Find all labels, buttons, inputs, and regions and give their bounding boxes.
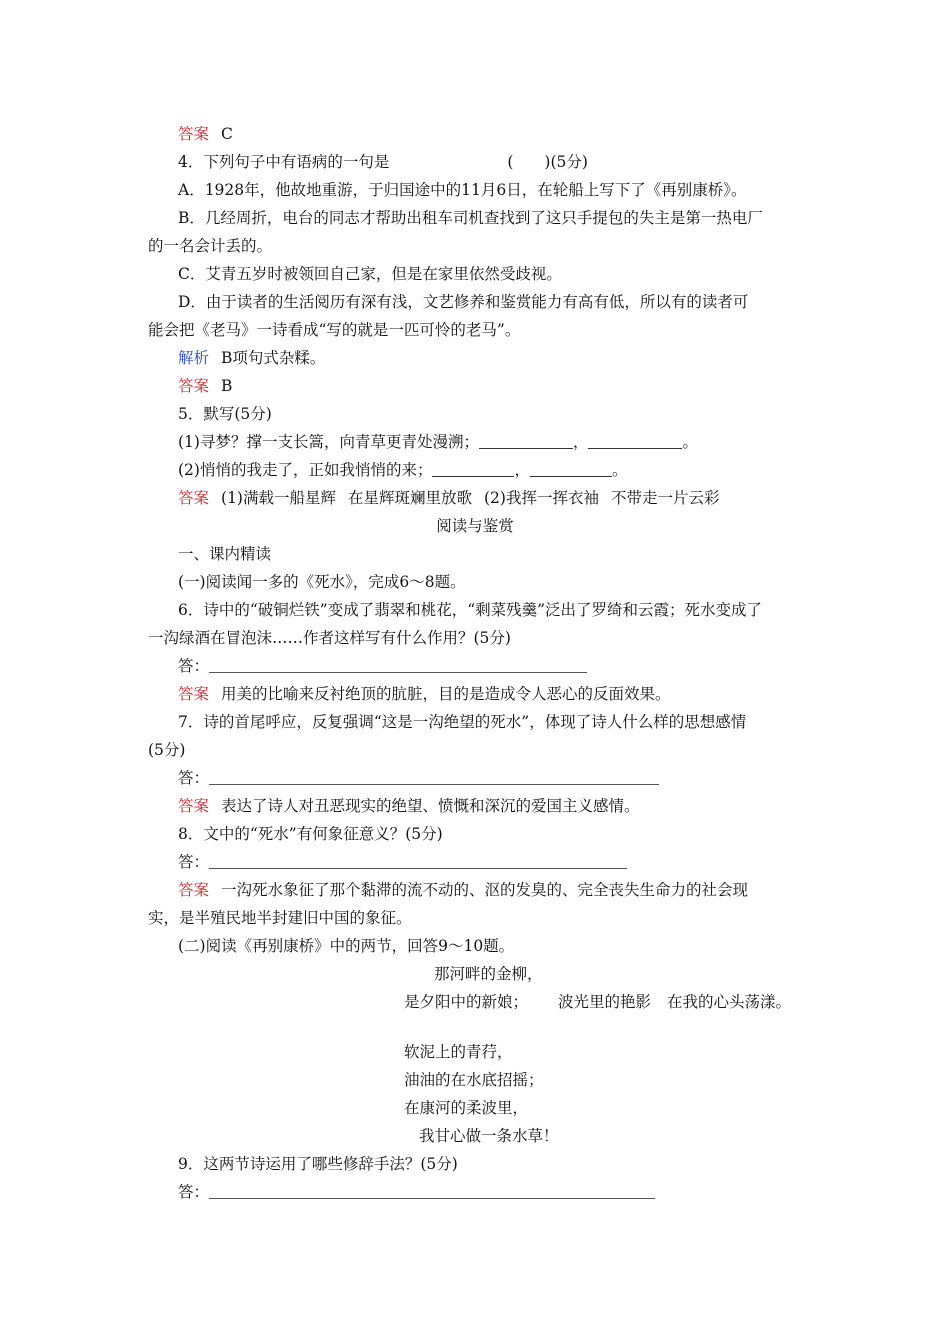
answer-rule [209,660,587,673]
answer-part: (1)满载一船星辉 [221,489,336,507]
poem-phrase: 波光里的艳影 [558,993,652,1011]
question-5-stem: 5．默写(5分) [178,405,272,423]
separator: ， [514,461,530,479]
answer-7 [178,796,640,816]
part-heading: 一、课内精读 [178,545,272,563]
option-c: C．艾青五岁时被领回自己家，但是在家里依然受歧视。 [178,265,562,283]
question-4-stem [178,152,588,172]
answer-6 [178,684,671,704]
poem-line-3: 软泥上的青荇， [404,1043,513,1061]
answer-part: (2)我挥一挥衣袖 [484,489,599,507]
option-b-line-1: B．几经周折，电台的同志才帮助出租车司机查找到了这只手提包的失主是第一热电厂 [178,209,763,227]
answer-label: 答案 [178,489,210,507]
option-a: A．1928年，他故地重游，于归国途中的11月6日，在轮船上写下了《再别康桥》。 [178,181,747,199]
answer-prompt: 答： [178,853,210,871]
answer-8-line-1 [178,880,748,900]
answer-line-7 [178,768,659,788]
section-title: 阅读与鉴赏 [436,517,514,535]
answer-3 [178,124,233,144]
fill-blank [588,434,682,449]
option-d-line-2: 能会把《老马》一诗看成“写的就是一匹可怜的老马”。 [148,321,521,339]
answer-rule [209,856,627,869]
question-text: 4．下列句子中有语病的一句是 [178,153,390,171]
analysis-text: B项句式杂糅。 [221,349,326,367]
poem-line-6: 我甘心做一条水草！ [419,1127,559,1145]
option-d-line-1: D．由于读者的生活阅历有深有浅，文艺修养和鉴赏能力有高有低，所以有的读者可 [178,293,749,311]
answer-5 [178,488,719,508]
answer-text: 一沟死水象征了那个黏滞的流不动的、沤的发臭的、完全丧失生命力的社会现 [221,881,749,899]
poem-line-4: 油油的在水底招摇； [404,1071,544,1089]
answer-prompt: 答： [178,657,210,675]
answer-label: 答案 [178,125,210,143]
answer-8-line-2: 实，是半殖民地半封建旧中国的象征。 [148,909,412,927]
answer-prompt: 答： [178,769,210,787]
answer-label: 答案 [178,881,210,899]
answer-line-6 [178,656,587,676]
question-text: (2)悄悄的我走了，正如我悄悄的来； [178,461,433,479]
analysis-label: 解析 [178,349,210,367]
answer-value: C [221,125,233,143]
answer-line-8 [178,852,627,872]
sub-heading-2: (二)阅读《再别康桥》中的两节，回答9～10题。 [178,937,515,955]
answer-bracket: ( )(5分) [507,153,588,171]
question-7-line-1: 7．诗的首尾呼应，反复强调“这是一沟绝望的死水”，体现了诗人什么样的思想感情 [178,713,747,731]
fill-blank [479,434,573,449]
question-6-line-2: 一沟绿酒在冒泡沫……作者这样写有什么作用？(5分) [148,629,511,647]
poem-phrase: 是夕阳中的新娘； [404,993,529,1011]
question-8-stem: 8．文中的“死水”有何象征意义？(5分) [178,825,443,843]
period: 。 [611,461,628,479]
answer-value: B [221,377,233,395]
fill-blank [530,462,612,477]
question-5-2 [178,460,628,480]
poem-line-5: 在康河的柔波里， [404,1099,529,1117]
answer-part: 在星辉斑斓里放歌 [347,489,472,507]
question-7-line-2: (5分) [148,741,186,759]
question-5-1 [178,432,698,452]
answer-prompt: 答： [178,1183,210,1201]
poem-phrase: 在我的心头荡漾。 [667,993,792,1011]
period: 。 [682,433,698,451]
question-9-stem: 9．这两节诗运用了哪些修辞手法？(5分) [178,1155,458,1173]
answer-label: 答案 [178,797,210,815]
separator: ， [572,433,589,451]
answer-text: 用美的比喻来反衬绝顶的肮脏，目的是造成令人恶心的反面效果。 [221,685,671,703]
answer-part: 不带走一片云彩 [610,489,720,507]
sub-heading-1: (一)阅读闻一多的《死水》，完成6～8题。 [178,573,466,591]
answer-text: 表达了诗人对丑恶现实的绝望、愤慨和深沉的爱国主义感情。 [221,797,640,815]
answer-rule [209,1186,655,1199]
poem-line-2 [404,992,791,1012]
question-6-line-1: 6．诗中的“破铜烂铁”变成了翡翠和桃花，“剩菜残羹”泛出了罗绮和云霞；死水变成了 [178,601,763,619]
option-b-line-2: 的一名会计丢的。 [148,237,273,255]
question-text: (1)寻梦？撑一支长篙，向青草更青处漫溯； [178,433,479,451]
poem-line-1: 那河畔的金柳， [434,965,543,983]
fill-blank [432,462,514,477]
answer-4 [178,376,232,396]
answer-line-9 [178,1182,655,1202]
answer-rule [209,772,659,785]
answer-label: 答案 [178,685,210,703]
answer-label: 答案 [178,377,210,395]
analysis-4 [178,348,325,368]
